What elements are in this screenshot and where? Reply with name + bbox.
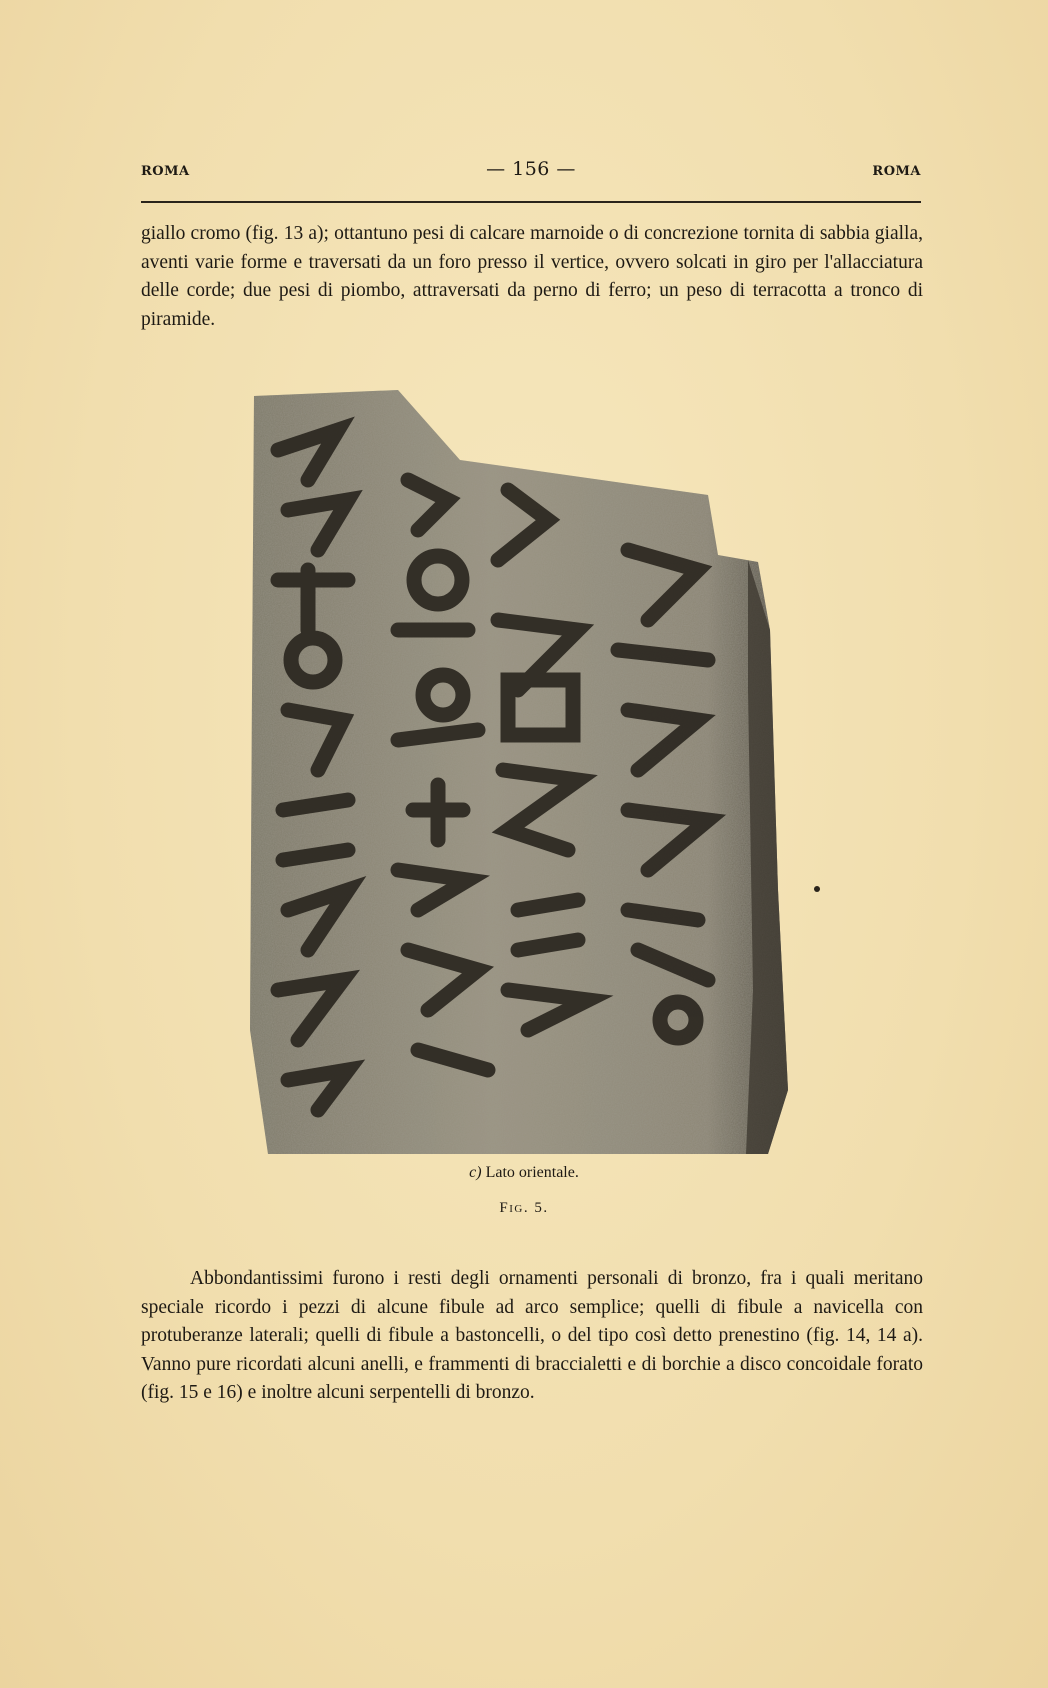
figure-caption	[0, 1164, 1048, 1182]
caption-text: Lato orientale.	[481, 1164, 579, 1181]
page-number: — 156 —	[486, 158, 576, 180]
running-header	[141, 158, 921, 186]
header-left: ROMA	[141, 164, 190, 179]
header-rule	[141, 201, 921, 203]
stray-ink-dot	[814, 886, 820, 892]
figure-label: Fig. 5.	[499, 1200, 549, 1216]
paragraph-top: giallo cromo (fig. 13 a); ottantuno pesi di calcare marnoide o di concrezione tornita di sabbia gialla, aventi varie forme e traversati da un foro presso il vertice, ovvero solcati in giro per l'allacciatura delle corde; due pesi di piombo, attraversati da perno di ferro; un peso di terracotta a tronco di piramide.	[141, 223, 923, 330]
header-right: ROMA	[872, 164, 921, 179]
paragraph-bottom: Abbondantissimi furono i resti degli ornamenti personali di bronzo, fra i quali meritano speciale ricordo i pezzi di alcune fibule ad arco semplice; quelli di fibule a navicella con protuberanze laterali; quelli di fibule a bastoncelli, o del tipo così detto prenestino (fig. 14, 14 a). Vanno pure ricordati alcuni anelli, e frammenti di braccialetti e di borchie a disco concoidale forato (fig. 15 e 16) e inoltre alcuni serpentelli di bronzo.	[141, 1268, 923, 1403]
stone-inscription-photo	[248, 390, 814, 1154]
caption-letter: c)	[469, 1164, 482, 1181]
